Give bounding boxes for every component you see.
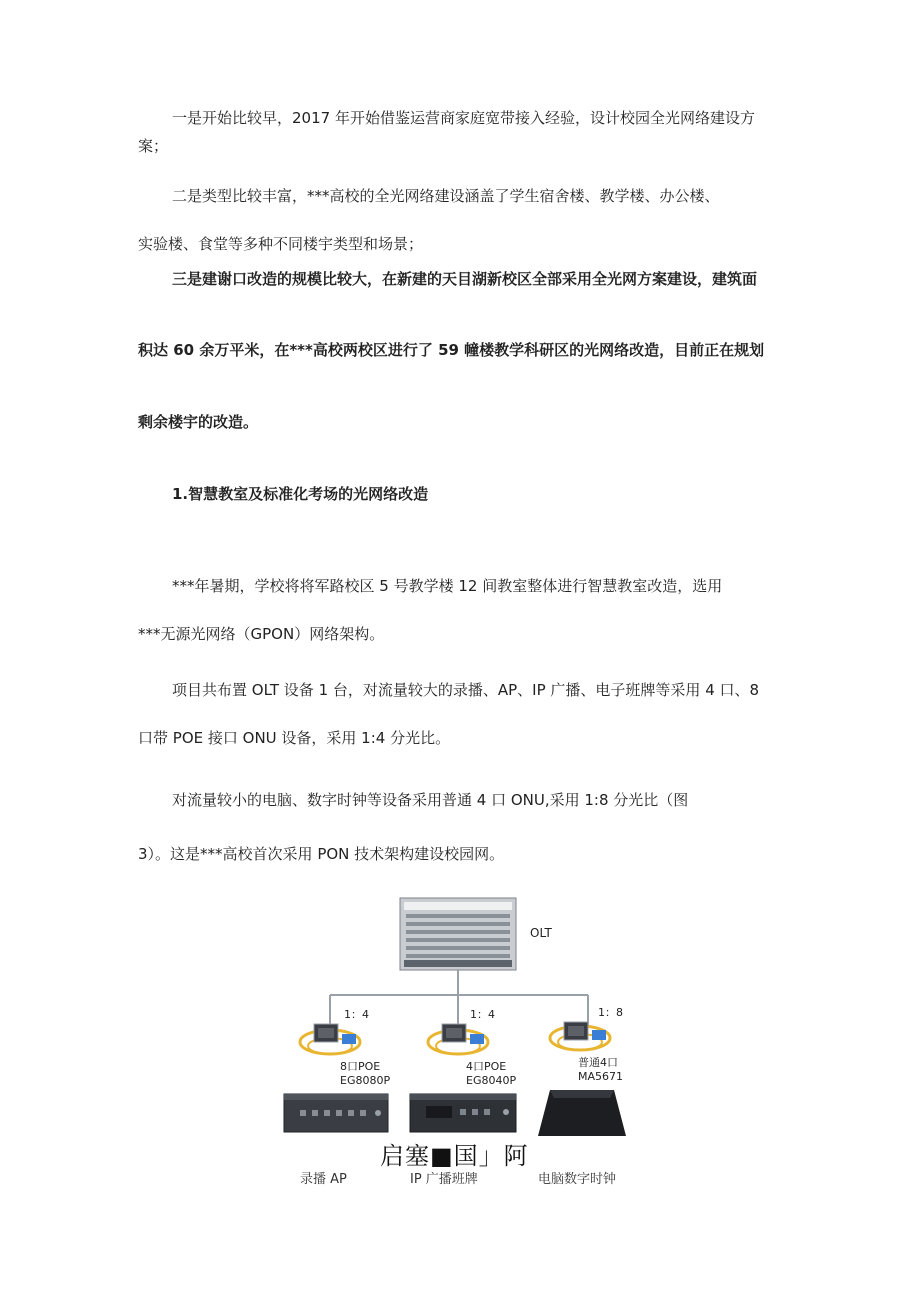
onu-1-device-image [284, 1094, 388, 1132]
onu-1-label-line-2: EG8080P [340, 1074, 391, 1087]
onu-3-label-line-2: MA5671 [578, 1070, 624, 1083]
onu-3-label-line-1: 普通4口 [578, 1056, 618, 1069]
section-heading: 1.智慧教室及标准化考场的光网络改造 [172, 485, 429, 503]
paragraph-3-line-1: 三是建谢口改造的规模比较大，在新建的天目湖新校区全部采用全光网方案建设，建筑面 [172, 270, 758, 288]
paragraph-3-line-3: 剩余楼宇的改造。 [138, 413, 259, 431]
paragraph-6-line-1: 对流量较小的电脑、数字时钟等设备采用普通 4 口 ONU,采用 1:8 分光比（图 [172, 791, 689, 809]
paragraph-5-line-1: 项目共布置 OLT 设备 1 台，对流量较大的录播、AP、IP 广播、电子班牌等采用 4 口、8 [172, 681, 760, 699]
paragraph-1-line-2: 案； [138, 137, 169, 155]
paragraph-1-line-1: 一是开始比较早，2017 年开始借鉴运营商家庭宽带接入经验，设计校园全光网络建设方 [172, 109, 755, 127]
onu-2-label-line-2: EG8040P [466, 1074, 517, 1087]
figure-caption-2: IP 广播班牌 [410, 1172, 478, 1187]
paragraph-6-line-2: 3）。这是***高校首次采用 PON 技术架构建设校园网。 [138, 845, 505, 863]
figure-caption-main: 启塞■国」阿 [380, 1142, 529, 1170]
paragraph-5-line-2: 口带 POE 接口 ONU 设备，采用 1:4 分光比。 [138, 729, 451, 747]
split-ratio-1: 1：4 [344, 1008, 369, 1021]
splitter-1-image [300, 1024, 360, 1054]
paragraph-3-line-2: 积达 60 余万平米，在***高校两校区进行了 59 幢楼教学科研区的光网络改造，目前正在规划 [138, 341, 765, 359]
splitter-3-image [550, 1022, 610, 1050]
paragraph-4-line-1: ***年暑期，学校将将军路校区 5 号教学楼 12 间教室整体进行智慧教室改造，选用 [172, 577, 723, 595]
paragraph-4-line-2: ***无源光网络（GPON）网络架构。 [138, 625, 385, 643]
onu-3-device-image [538, 1090, 626, 1136]
split-ratio-3: 1：8 [598, 1006, 623, 1019]
figure-caption-3: 电脑数字时钟 [538, 1172, 617, 1187]
onu-1-label-line-1: 8口POE [340, 1060, 381, 1073]
splitter-2-image [428, 1024, 488, 1054]
split-ratio-2: 1：4 [470, 1008, 495, 1021]
olt-label: OLT [530, 926, 552, 940]
onu-2-device-image [410, 1094, 516, 1132]
olt-device-image [400, 898, 516, 970]
figure-caption-1: 录播 AP [300, 1172, 347, 1187]
paragraph-2-line-2: 实验楼、食堂等多种不同楼宇类型和场景； [138, 235, 424, 253]
paragraph-2-line-1: 二是类型比较丰富，***高校的全光网络建设涵盖了学生宿舍楼、教学楼、办公楼、 [172, 187, 720, 205]
onu-2-label-line-1: 4口POE [466, 1060, 507, 1073]
